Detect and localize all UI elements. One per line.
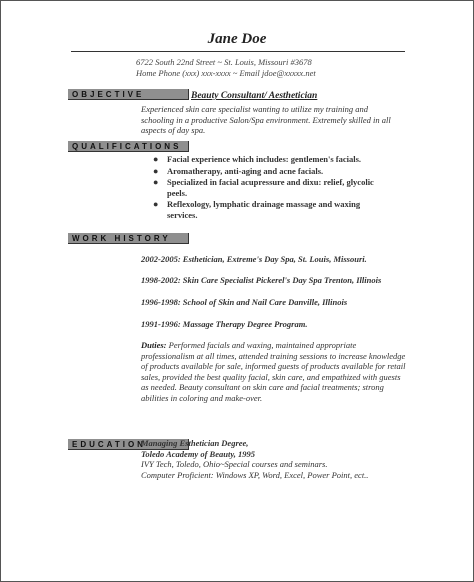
candidate-name: Jane Doe: [207, 31, 267, 47]
work-entry: 1998-2002: Skin Care Specialist Pickerel's Day Spa Trenton, Illinois: [141, 275, 382, 285]
education-computer: Computer Proficient: Windows XP, Word, Excel, Power Point, ect..: [141, 469, 369, 480]
education-school: Toledo Academy of Beauty, 1995: [141, 448, 256, 459]
duties-paragraph: [141, 340, 406, 403]
list-item: ● Reflexology, lymphatic drainage massage and waxing services.: [153, 199, 361, 220]
bullet-icon: ●: [153, 177, 159, 187]
list-item: ● Facial experience which includes: gentlemen's facials.: [153, 154, 362, 164]
work-entry: 1991-1996: Massage Therapy Degree Program.: [141, 319, 308, 329]
section-header-education: EDUCATION: [68, 439, 189, 450]
objective-text: Experienced skin care specialist wanting to utilize my training and schooling in a productive Salon/Spa environment. Extremely skilled in all aspects of day spa.: [141, 104, 391, 135]
list-item: ● Specialized in facial acupressure and dixu: relief, glycolic peels.: [153, 177, 374, 198]
work-entry: 1996-1998: School of Skin and Nail Care Danville, Illinois: [141, 297, 348, 307]
address-line: 6722 South 22nd Street ~ St. Louis, Missouri #3678: [136, 57, 312, 67]
section-header-qualifications: QUALIFICATIONS: [68, 141, 189, 152]
objective-title: Beauty Consultant/ Aesthetician: [191, 91, 318, 101]
bullet-icon: ●: [153, 154, 159, 164]
work-entry: 2002-2005: Esthetician, Extreme's Day Spa, St. Louis, Missouri.: [141, 254, 367, 264]
qualifications-list: [151, 154, 391, 221]
list-item: ● Aromatherapy, anti-aging and acne facials.: [153, 165, 324, 176]
contact-line: Home Phone (xxx) xxx-xxxx ~ Email jdoe@xxxxx.net: [136, 68, 316, 78]
header-divider: [71, 51, 405, 52]
education-degree: Managing Esthetician Degree,: [141, 438, 249, 448]
section-header-objective: OBJECTIVE: [68, 89, 189, 100]
education-block: [141, 438, 411, 480]
duties-text: Performed facials and waxing, maintained appropriate professionalism at all times, attended training sessions to increase knowledge of products available for sale, informed guests of products available for retail sales, provided the best quality facial, skin care, and empathized with guests as needed. Beauty consultant on skin care and facial treatments; strong abilities in coloring and make-over.: [141, 340, 406, 403]
education-extra: IVY Tech, Toledo, Ohio~Special courses and seminars.: [141, 459, 328, 469]
bullet-icon: ●: [153, 199, 159, 209]
duties-label: Duties:: [141, 340, 167, 350]
bullet-icon: ●: [153, 165, 159, 176]
section-header-work-history: WORK HISTORY: [68, 233, 189, 244]
